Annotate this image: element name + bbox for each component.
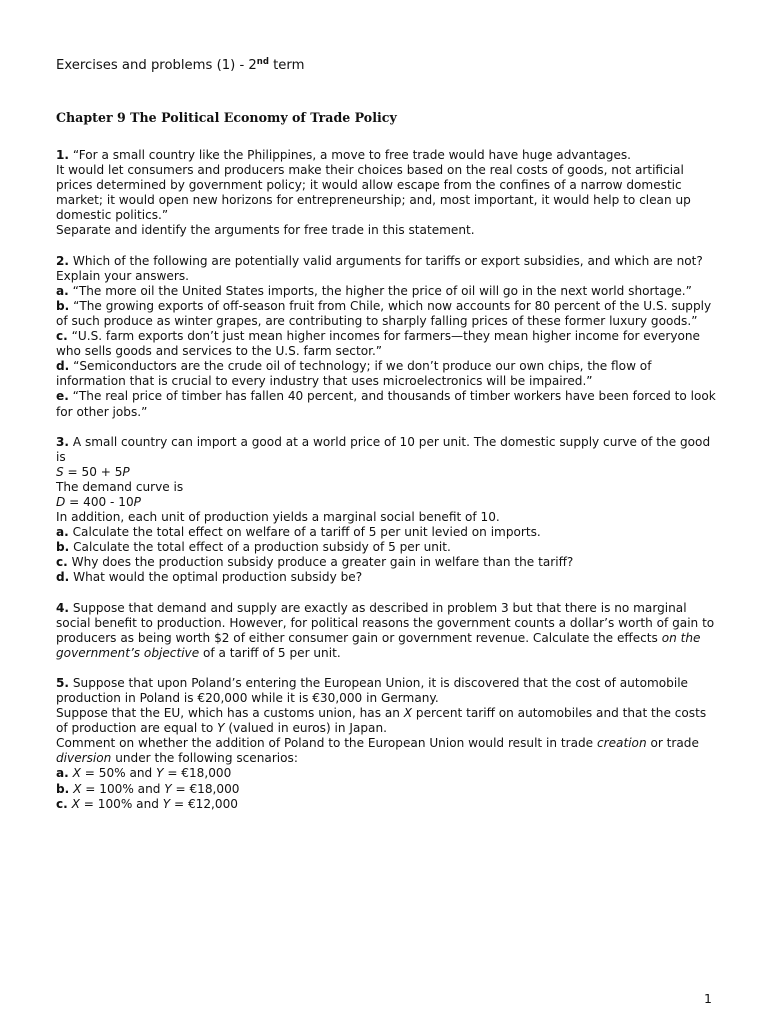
list-item bbox=[56, 766, 716, 781]
item-label: b. bbox=[56, 781, 70, 796]
list-item bbox=[56, 359, 716, 389]
question-5-prompt: Suppose that upon Poland’s entering the European Union, it is discovered that the cost of automobile production in Poland is €20,000 while it is €30,000 in Germany. bbox=[56, 675, 688, 705]
question-3 bbox=[56, 435, 716, 586]
x-variable: X bbox=[71, 796, 80, 811]
list-item bbox=[56, 329, 716, 359]
item-label: a. bbox=[56, 525, 69, 540]
demand-equation bbox=[56, 495, 716, 510]
list-item bbox=[56, 389, 716, 419]
price-symbol: P bbox=[133, 494, 141, 509]
item-label: a. bbox=[56, 766, 69, 781]
item-label: c. bbox=[56, 555, 68, 570]
supply-symbol: S bbox=[56, 464, 64, 479]
item-text: “The real price of timber has fallen 40 percent, and thousands of timber workers have been forced to look for other jobs.” bbox=[56, 389, 716, 419]
question-number: 2. bbox=[56, 253, 70, 268]
page-number: 1 bbox=[704, 991, 712, 1006]
question-2 bbox=[56, 254, 716, 420]
question-1-text bbox=[56, 148, 716, 163]
item-label: a. bbox=[56, 283, 69, 298]
demand-label: The demand curve is bbox=[56, 479, 184, 494]
item-text: “The more oil the United States imports, the higher the price of oil will go in the next world shortage.” bbox=[68, 283, 692, 298]
y-value: = €18,000 bbox=[163, 766, 232, 781]
question-number: 4. bbox=[56, 600, 70, 615]
item-text: “U.S. farm exports don’t just mean higher incomes for farmers—they mean higher income for everyone who sells goods and services to the U.S. farm sector.” bbox=[56, 329, 700, 359]
question-number: 1. bbox=[56, 148, 70, 162]
header-term: term bbox=[268, 58, 305, 73]
eu-text: percent tariff on automobiles and that the costs of production are equal to bbox=[56, 706, 707, 736]
item-label: e. bbox=[56, 389, 69, 404]
item-label: c. bbox=[56, 329, 68, 344]
eu-text: Suppose that the EU, which has a customs union, has an bbox=[56, 706, 404, 721]
question-4-prompt-end: of a tariff of 5 per unit. bbox=[199, 645, 341, 660]
header-superscript: nd bbox=[256, 57, 269, 67]
y-value: = €18,000 bbox=[171, 781, 240, 796]
question-3-text bbox=[56, 435, 716, 465]
diversion-term: diversion bbox=[56, 751, 112, 766]
x-variable: X bbox=[403, 706, 413, 721]
item-label: b. bbox=[56, 298, 70, 313]
item-label: b. bbox=[56, 540, 70, 555]
question-3-prompt: A small country can import a good at a world price of 10 per unit. The domestic supply curve of the good is bbox=[56, 434, 711, 464]
x-variable: X bbox=[72, 766, 81, 781]
creation-term: creation bbox=[596, 736, 647, 751]
question-1-quote: It would let consumers and producers make their choices based on the real costs of goods, not artificial prices determined by government policy; it would allow escape from the confines of a narrow domestic market; it would open new horizons for entrepreneurship; and, most important, it would help to clean up domestic politics.” bbox=[56, 163, 691, 223]
question-5 bbox=[56, 676, 716, 812]
list-item bbox=[56, 284, 716, 299]
eu-text: (valued in euros) in Japan. bbox=[224, 721, 387, 736]
marginal-benefit-note: In addition, each unit of production yields a marginal social benefit of 10. bbox=[56, 510, 500, 525]
question-5-comment bbox=[56, 736, 716, 766]
supply-expression: = 50 + 5 bbox=[63, 464, 123, 479]
question-number: 5. bbox=[56, 675, 70, 690]
item-text: What would the optimal production subsidy be? bbox=[69, 570, 363, 585]
question-4-emphasis: on the government’s objective bbox=[56, 630, 701, 660]
question-number: 3. bbox=[56, 434, 70, 449]
item-label: c. bbox=[56, 796, 68, 811]
item-text: “The growing exports of off-season fruit from Chile, which now accounts for 80 percent of the U.S. supply of such produce as winter grapes, are contributing to sharply falling prices of these former luxury goods.” bbox=[56, 298, 712, 328]
item-text: Calculate the total effect of a production subsidy of 5 per unit. bbox=[69, 540, 451, 555]
x-value: = 100% and bbox=[81, 781, 165, 796]
item-text: Calculate the total effect on welfare of a tariff of 5 per unit levied on imports. bbox=[68, 525, 541, 540]
question-4-prompt: Suppose that demand and supply are exactly as described in problem 3 but that there is no marginal social benefit to production. However, for political reasons the government counts a dollar’s worth of gain to producers as being worth $2 of either consumer gain or government revenue. Calculate the effects bbox=[56, 600, 715, 645]
list-item bbox=[56, 299, 716, 329]
item-label: d. bbox=[56, 359, 70, 374]
list-item bbox=[56, 570, 716, 585]
y-variable: Y bbox=[217, 721, 225, 736]
y-value: = €12,000 bbox=[170, 796, 238, 811]
list-item bbox=[56, 525, 716, 540]
comment-text: or trade bbox=[646, 736, 699, 751]
question-1-prompt: “For a small country like the Philippines, a move to free trade would have huge advantages. bbox=[69, 148, 632, 162]
comment-text: under the following scenarios: bbox=[111, 751, 298, 766]
item-text: “Semiconductors are the crude oil of technology; if we don’t produce our own chips, the flow of information that is crucial to every industry that uses microelectronics will be impaired.” bbox=[56, 359, 652, 389]
y-variable: Y bbox=[162, 796, 171, 811]
header-title: Exercises and problems (1) - 2 bbox=[56, 58, 257, 73]
comment-text: Comment on whether the addition of Poland to the European Union would result in trade bbox=[56, 736, 597, 751]
demand-expression: = 400 - 10 bbox=[65, 494, 134, 509]
x-value: = 50% and bbox=[80, 766, 157, 781]
list-item bbox=[56, 797, 716, 812]
question-4-text bbox=[56, 601, 716, 661]
list-item bbox=[56, 782, 716, 797]
exercise-list bbox=[56, 148, 716, 827]
list-item bbox=[56, 555, 716, 570]
chapter-title: Chapter 9 The Political Economy of Trade Policy bbox=[56, 110, 397, 125]
item-text: Why does the production subsidy produce a greater gain in welfare than the tariff? bbox=[67, 555, 574, 570]
y-variable: Y bbox=[156, 766, 164, 781]
question-5-text bbox=[56, 676, 716, 706]
price-symbol: P bbox=[122, 464, 130, 479]
item-label: d. bbox=[56, 570, 70, 585]
question-4 bbox=[56, 601, 716, 661]
question-5-eu-setup bbox=[56, 706, 716, 736]
list-item bbox=[56, 540, 716, 555]
question-1-task: Separate and identify the arguments for free trade in this statement. bbox=[56, 223, 475, 238]
question-2-prompt: Which of the following are potentially valid arguments for tariffs or export subsidies, and which are not? Explain your answers. bbox=[56, 253, 703, 283]
demand-symbol: D bbox=[56, 494, 66, 509]
supply-equation bbox=[56, 465, 716, 480]
y-variable: Y bbox=[164, 781, 172, 796]
question-1 bbox=[56, 148, 716, 239]
x-variable: X bbox=[73, 781, 82, 796]
page-header bbox=[56, 58, 304, 74]
question-2-text bbox=[56, 254, 716, 284]
x-value: = 100% and bbox=[79, 796, 163, 811]
